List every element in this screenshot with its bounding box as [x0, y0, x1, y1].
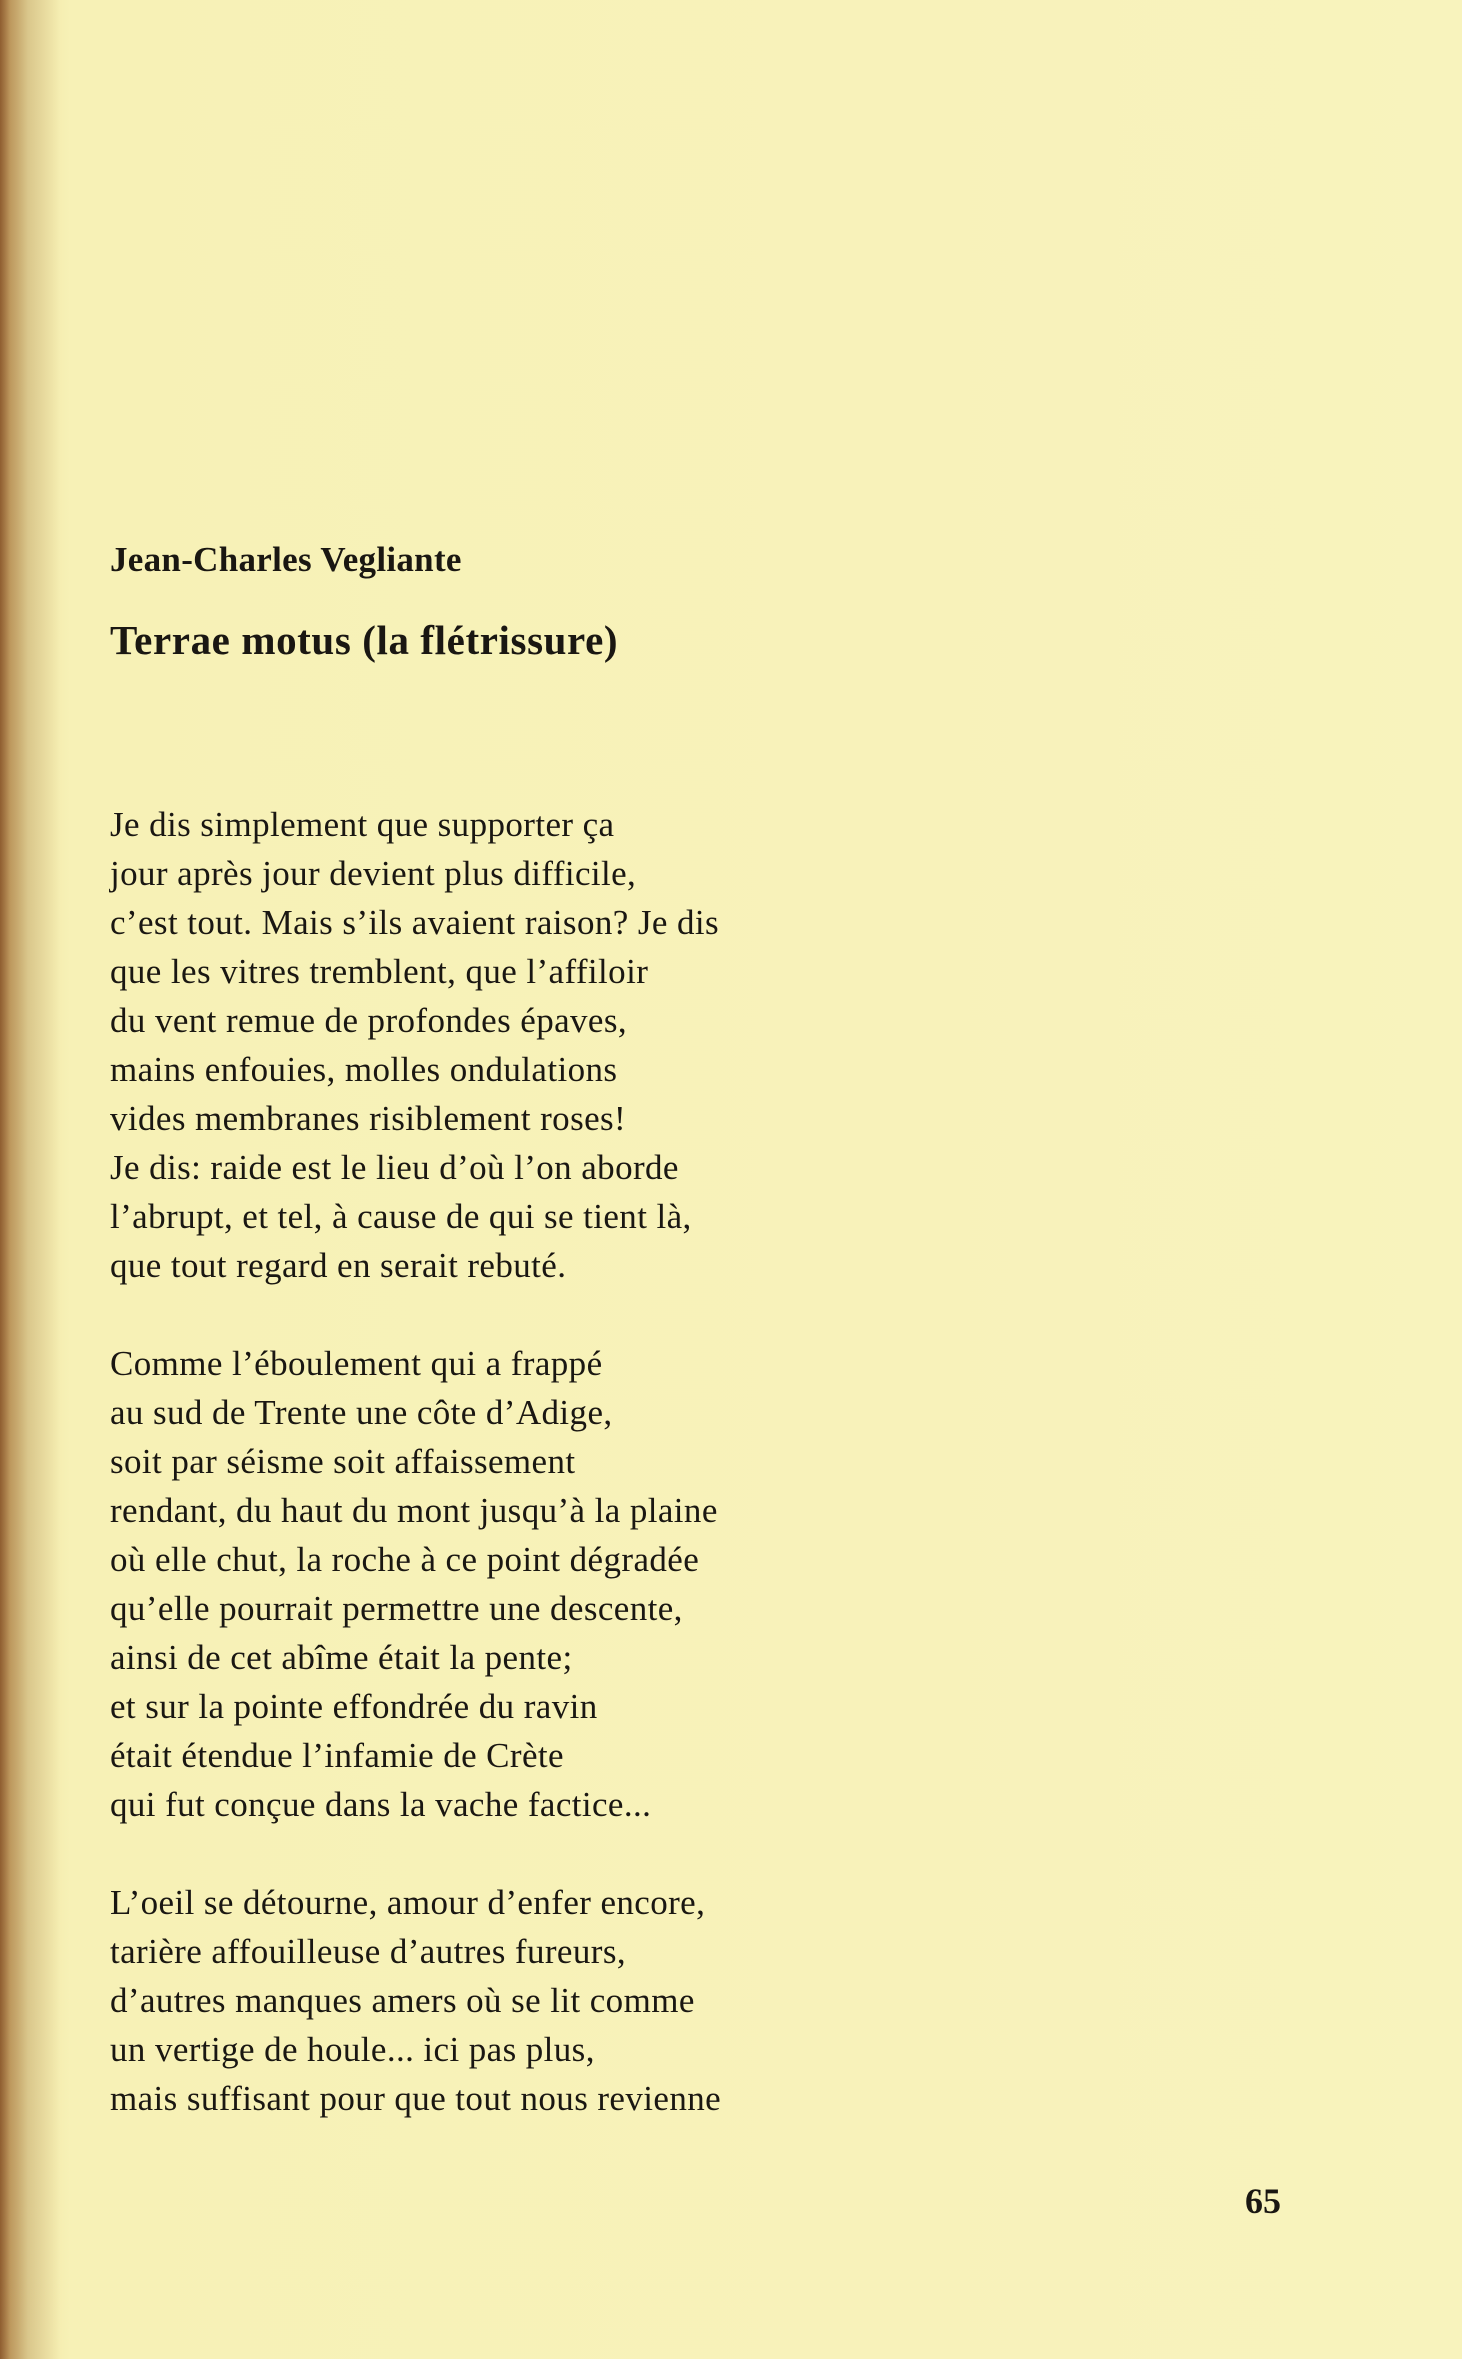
poem-line: jour après jour devient plus difficile,	[110, 854, 637, 893]
poem-line: un vertige de houle... ici pas plus,	[110, 2030, 595, 2069]
poem-line: Je dis: raide est le lieu d’où l’on aborde	[110, 1148, 679, 1187]
poem-line: l’abrupt, et tel, à cause de qui se tient là,	[110, 1197, 692, 1236]
poem-line: L’oeil se détourne, amour d’enfer encore,	[110, 1883, 706, 1922]
stanza-3	[110, 1878, 1110, 2123]
poem-title: Terrae motus (la flétrissure)	[110, 617, 619, 663]
poem-line: qui fut conçue dans la vache factice...	[110, 1785, 652, 1824]
author-name: Jean-Charles Vegliante	[110, 540, 462, 579]
poem-line: vides membranes risiblement roses!	[110, 1099, 627, 1138]
poem-body	[110, 800, 1110, 2172]
page-number: 65	[1245, 2181, 1281, 2221]
poem-line: au sud de Trente une côte d’Adige,	[110, 1393, 613, 1432]
poem-line: mais suffisant pour que tout nous revienne	[110, 2079, 722, 2118]
poem-line: du vent remue de profondes épaves,	[110, 1001, 628, 1040]
stanza-1	[110, 800, 1110, 1290]
poem-line: où elle chut, la roche à ce point dégradée	[110, 1540, 700, 1579]
poem-line: était étendue l’infamie de Crète	[110, 1736, 564, 1775]
poem-line: d’autres manques amers où se lit comme	[110, 1981, 695, 2020]
poem-line: que tout regard en serait rebuté.	[110, 1246, 567, 1285]
poem-line: c’est tout. Mais s’ils avaient raison? Je dis	[110, 903, 719, 942]
poem-line: et sur la pointe effondrée du ravin	[110, 1687, 598, 1726]
poem-line: que les vitres tremblent, que l’affiloir	[110, 952, 649, 991]
poem-line: qu’elle pourrait permettre une descente,	[110, 1589, 683, 1628]
poem-line: Je dis simplement que supporter ça	[110, 805, 615, 844]
poem-line: ainsi de cet abîme était la pente;	[110, 1638, 573, 1677]
poem-line: mains enfouies, molles ondulations	[110, 1050, 618, 1089]
poem-line: Comme l’éboulement qui a frappé	[110, 1344, 603, 1383]
poem-line: tarière affouilleuse d’autres fureurs,	[110, 1932, 626, 1971]
poem-line: soit par séisme soit affaissement	[110, 1442, 576, 1481]
stanza-2	[110, 1339, 1110, 1829]
poem-line: rendant, du haut du mont jusqu’à la plaine	[110, 1491, 718, 1530]
